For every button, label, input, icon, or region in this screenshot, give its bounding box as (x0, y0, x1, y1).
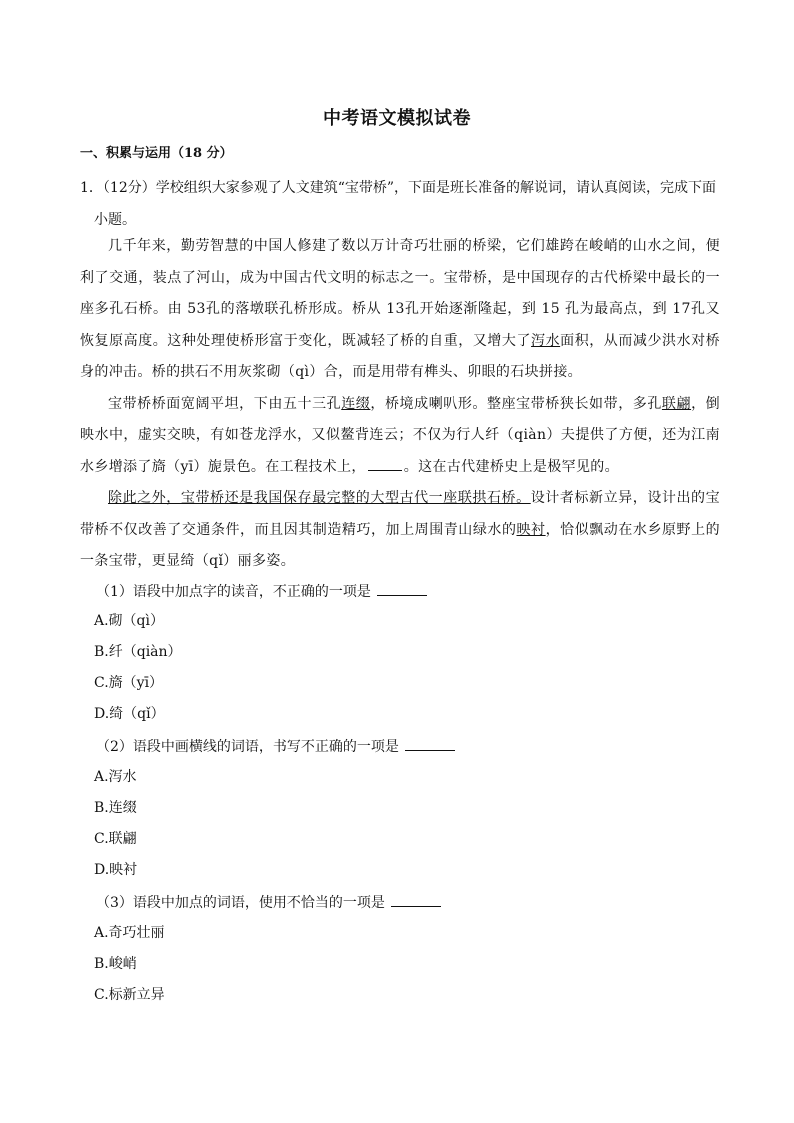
option-1c: C.旖（yī） (94, 675, 164, 691)
option-3a: A.奇巧壮丽 (94, 925, 165, 941)
option-2b: B.连缀 (94, 800, 137, 816)
underlined-word: 泻水 (531, 332, 561, 349)
question-1-stem (80, 172, 720, 236)
section-heading: 一、积累与运用（18 分） (80, 146, 233, 161)
answer-blank[interactable] (391, 892, 441, 907)
page-title: 中考语文模拟试卷 (323, 108, 471, 129)
option-1d: D.绮（qǐ） (94, 706, 165, 722)
passage-text: 面积，从而减少洪水对桥身的冲击。桥的拱石不用灰浆砌（qì）合，而是用带有榫头、卯眼的石块拼接。 (80, 332, 721, 380)
passage-text: ，桥境成喇叭形。整座宝带桥狭长如带，多孔 (370, 395, 662, 412)
underlined-word: 映衬 (516, 521, 546, 538)
underlined-word: 连缀 (341, 395, 371, 412)
passage-paragraph-2 (80, 389, 720, 484)
passage-text: 几千年来，勤劳智慧的中国人修建了数以万计奇巧壮丽的桥梁，它们雄跨在峻峭的山水之间，便利了交通，装点了河山，成为中国古代文明的标志之一。宝带桥，是中国现存的古代桥梁中最长的一座多孔石桥。由 53孔的落墩联孔桥形成。桥从 13孔开始逐渐隆起，到 15 孔为最高点，到 17孔又恢复原高度。这种处理使桥形富于变化，既减轻了桥的自重，又增大了 (80, 238, 720, 349)
sub-question-1-text: （1）语段中加点字的读音，不正确的一项是 (96, 584, 371, 600)
passage-text: 。这在古代建桥史上是极罕见的。 (403, 458, 619, 475)
sub-question-1 (96, 581, 427, 602)
answer-blank[interactable] (377, 581, 427, 596)
question-1-stem-line1: 1．（12分）学校组织大家参观了人文建筑“宝带桥”，下面是班长准备的解说词，请认真阅读，完成下面 (80, 180, 717, 196)
passage-paragraph-3 (80, 483, 720, 578)
reading-passage (80, 231, 720, 578)
option-3b: B.峻峭 (94, 956, 137, 972)
sub-question-2-text: （2）语段中画横线的词语，书写不正确的一项是 (96, 739, 399, 755)
question-1-stem-line2: 小题。 (94, 212, 136, 228)
passage-text: ，恰似飘动在水乡原野上的一条宝带，更显绮（qǐ）丽多姿。 (80, 521, 721, 569)
answer-blank[interactable] (405, 736, 455, 751)
passage-text: 设计者标新立异，设计出的宝带桥不仅改善了交通条件，而且因其制造精巧，加上周围青山绿水的 (80, 490, 720, 538)
sub-question-2 (96, 736, 455, 757)
underlined-sentence: 除此之外，宝带桥还是我国保存最完整的大型古代一座联拱石桥。 (108, 490, 531, 506)
option-3c: C.标新立异 (94, 987, 165, 1003)
sub-question-3-text: （3）语段中加点的词语，使用不恰当的一项是 (96, 895, 385, 911)
option-2c: C.联翩 (94, 831, 137, 847)
sub-question-3 (96, 892, 441, 913)
fill-in-blank[interactable] (368, 456, 402, 471)
passage-paragraph-1 (80, 231, 720, 389)
passage-text: 宝带桥桥面宽阔平坦，下由五十三孔 (108, 395, 342, 412)
option-2a: A.泻水 (94, 769, 137, 785)
option-1a: A.砌（qì） (94, 613, 164, 629)
underlined-word: 联翩 (661, 395, 692, 412)
option-2d: D.映衬 (94, 862, 138, 878)
option-1b: B.纤（qiàn） (94, 644, 182, 660)
passage-text: ，倒映水中，虚实交映，有如苍龙浮水，又似鳌背连云；不仅为行人纤（qiàn）夫提供了方便，还为江南水乡增添了旖（yī）旎景色。在工程技术上， (80, 395, 721, 475)
